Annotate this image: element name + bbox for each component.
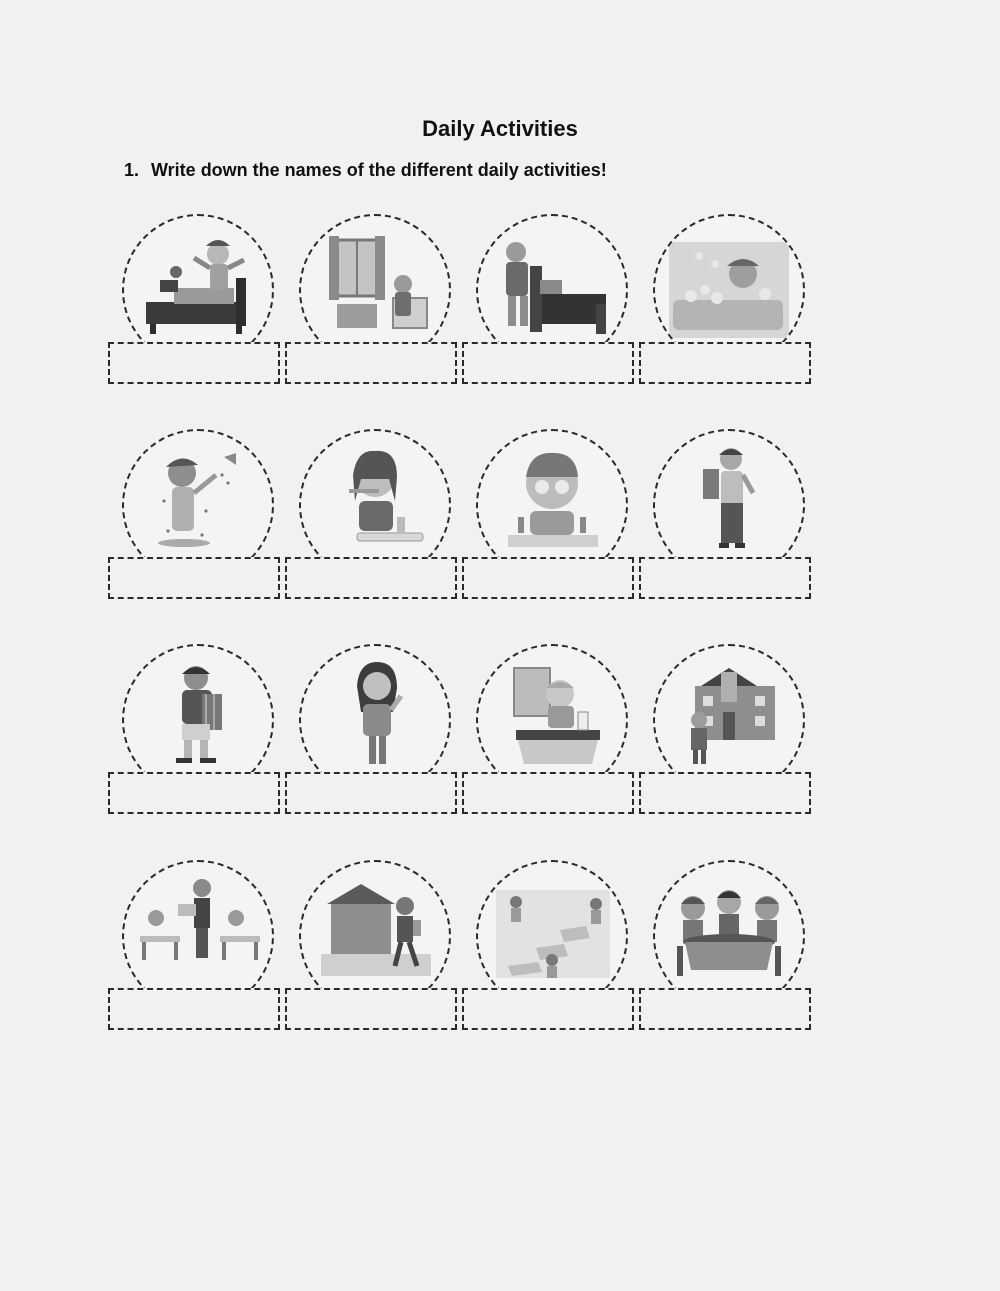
answer-box[interactable] [639, 772, 811, 814]
instruction [124, 160, 607, 181]
activity-card [462, 214, 638, 389]
answer-box[interactable] [285, 772, 457, 814]
answer-box[interactable] [108, 988, 280, 1030]
activity-card [108, 860, 284, 1035]
activity-card [462, 644, 638, 819]
activity-card [108, 214, 284, 389]
activity-card [285, 429, 461, 604]
activity-card [639, 214, 815, 389]
activity-card [462, 860, 638, 1035]
answer-box[interactable] [285, 988, 457, 1030]
instruction-number: 1. [124, 160, 140, 180]
activity-card [639, 860, 815, 1035]
answer-box[interactable] [108, 772, 280, 814]
activity-card [108, 644, 284, 819]
activity-card [108, 429, 284, 604]
answer-box[interactable] [639, 342, 811, 384]
activity-card [639, 429, 815, 604]
answer-box[interactable] [462, 988, 634, 1030]
activity-card [285, 214, 461, 389]
answer-box[interactable] [108, 342, 280, 384]
answer-box[interactable] [462, 342, 634, 384]
answer-box[interactable] [462, 557, 634, 599]
instruction-text: Write down the names of the different daily activities! [151, 160, 607, 180]
activity-card [285, 860, 461, 1035]
worksheet-title: Daily Activities [422, 116, 578, 141]
answer-box[interactable] [639, 988, 811, 1030]
activity-card [462, 429, 638, 604]
activity-card [639, 644, 815, 819]
answer-box[interactable] [462, 772, 634, 814]
activity-card [285, 644, 461, 819]
answer-box[interactable] [285, 342, 457, 384]
answer-box[interactable] [108, 557, 280, 599]
answer-box[interactable] [639, 557, 811, 599]
answer-box[interactable] [285, 557, 457, 599]
